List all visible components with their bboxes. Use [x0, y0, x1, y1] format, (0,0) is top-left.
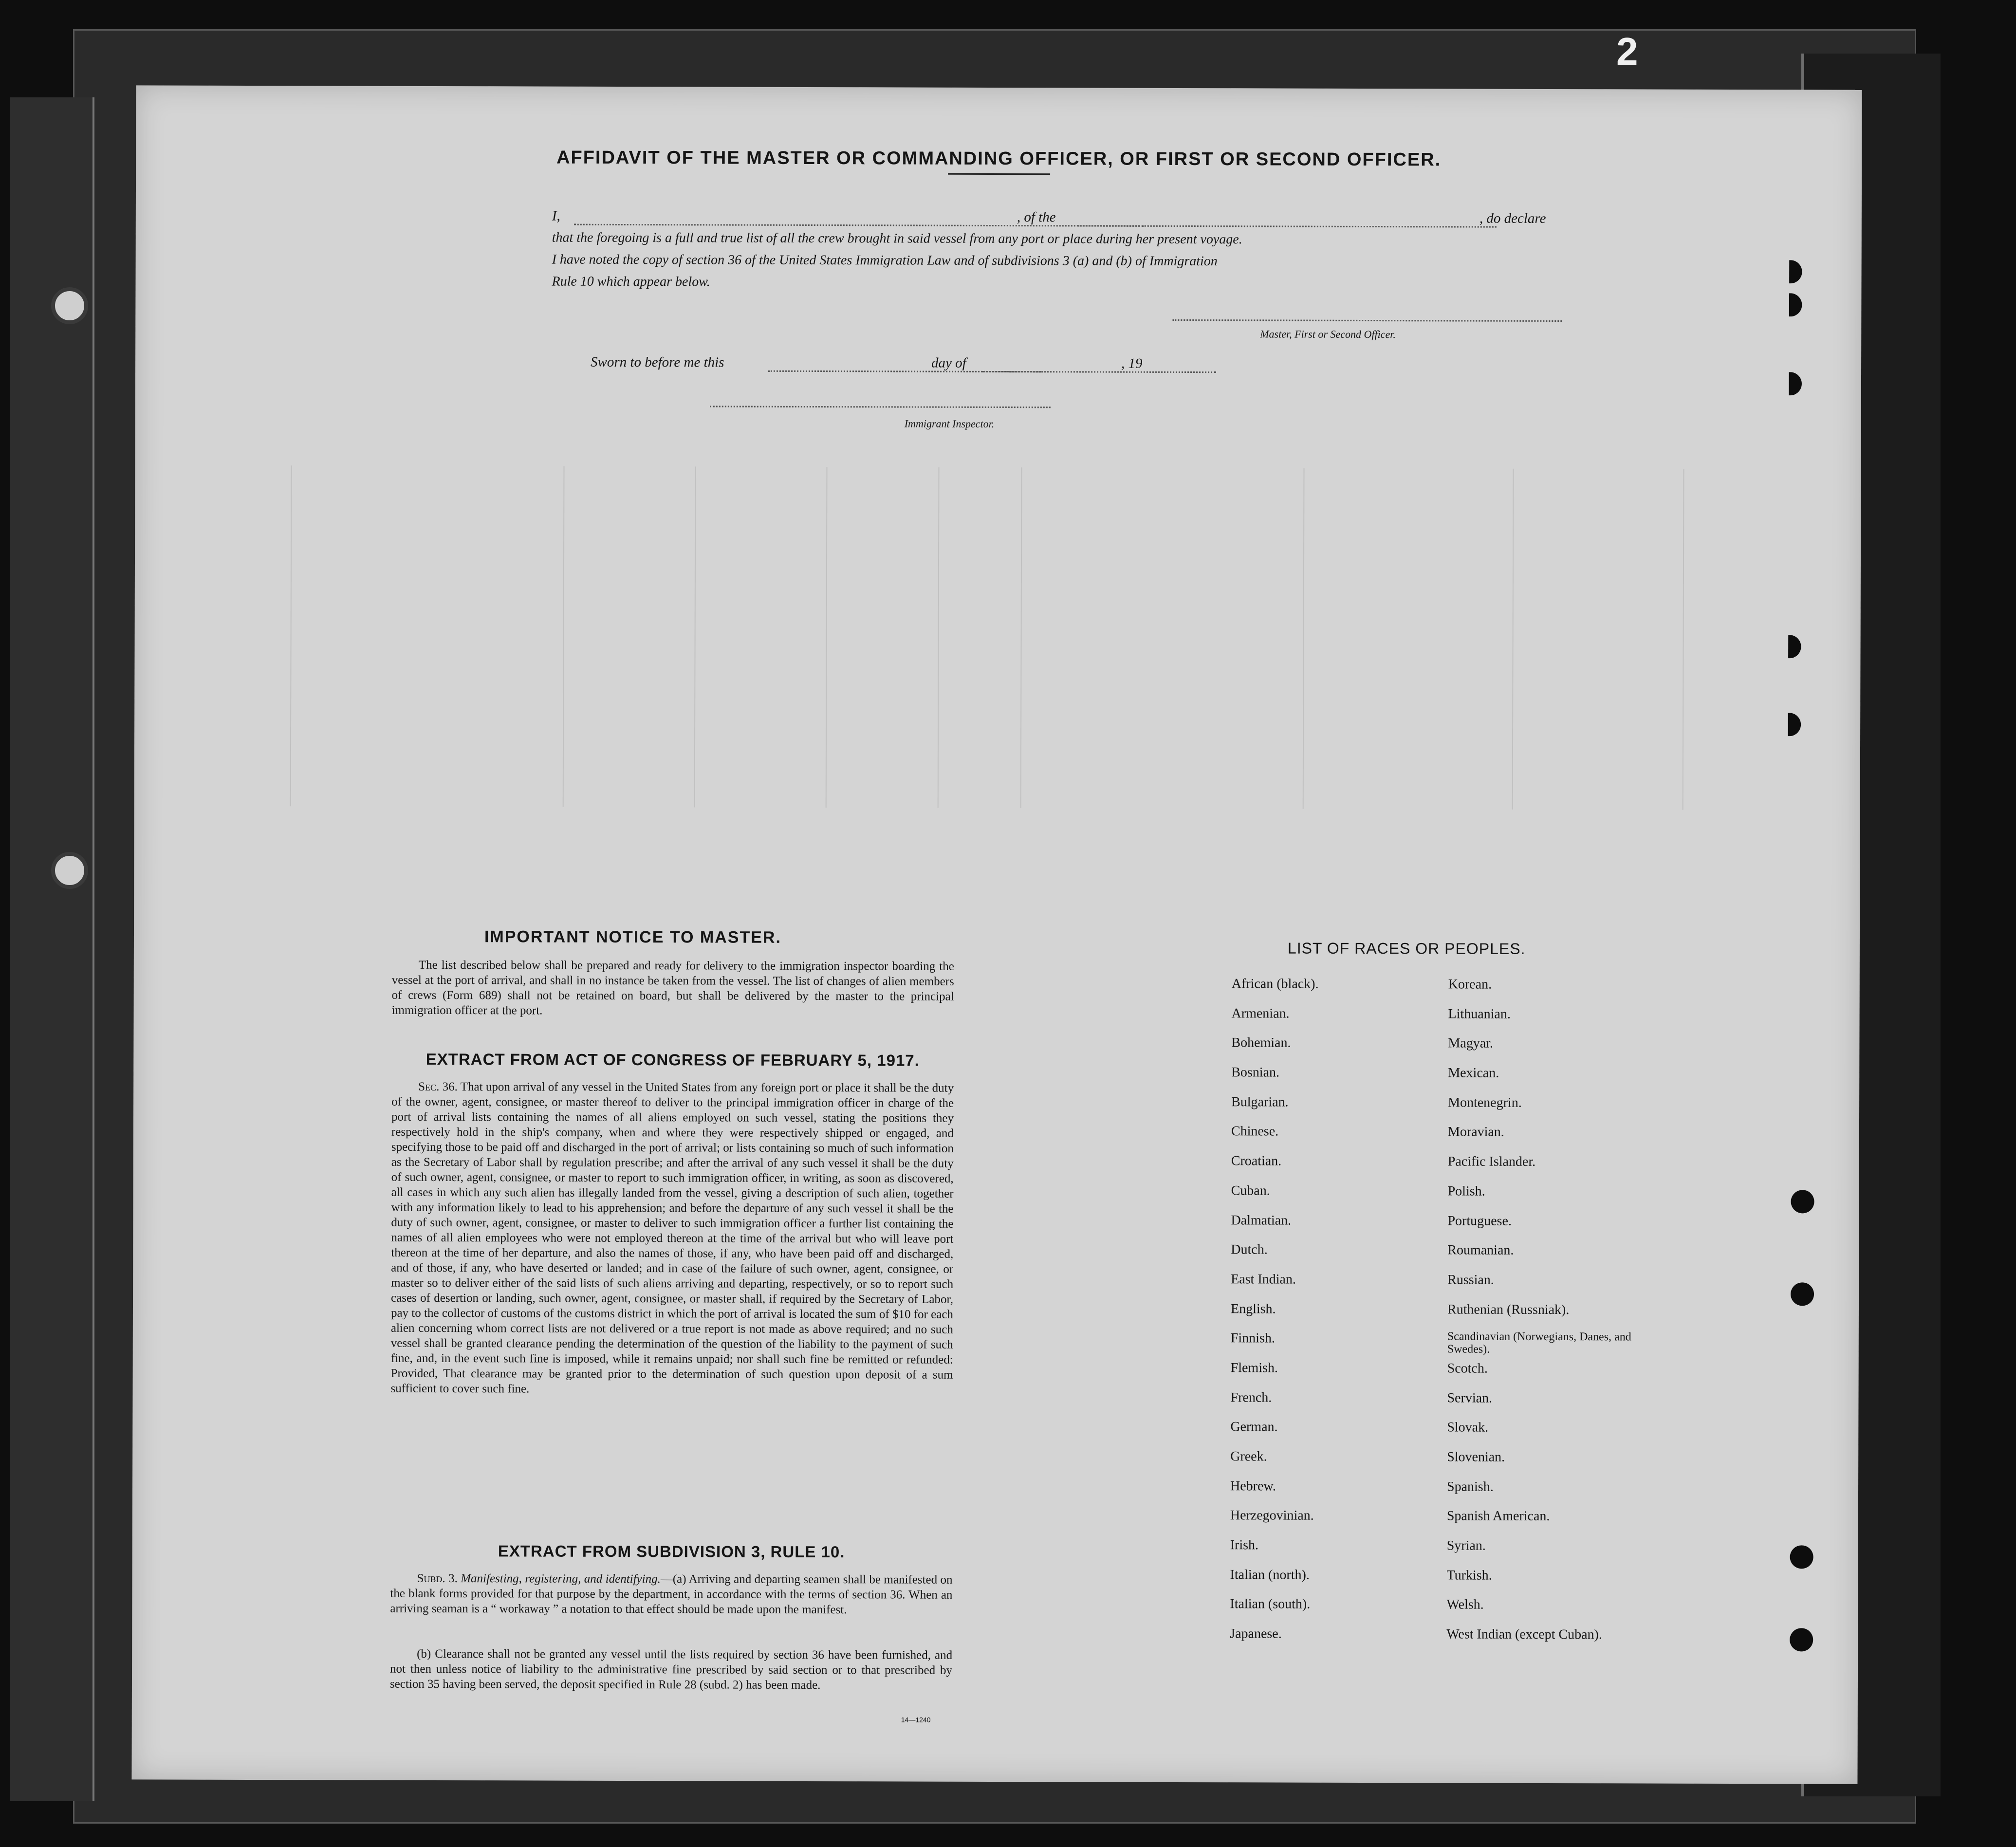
bleed-through-rule — [826, 467, 828, 808]
race-item: Spanish. — [1446, 1479, 1494, 1495]
subd-a-body: —(a) Arriving and departing seamen shall be manifested on the blank forms provided for that purpose by the department, in accordance with the terms of section 36. When an arriving seaman is a “ workaway ” a notation to that effect should be made upon the manifest. — [390, 1572, 953, 1617]
race-item: Polish. — [1447, 1183, 1485, 1199]
race-item: Italian (south). — [1230, 1596, 1311, 1612]
act-text — [391, 1079, 954, 1398]
race-item: Dutch. — [1231, 1242, 1268, 1257]
race-item: English. — [1230, 1301, 1276, 1317]
race-item: French. — [1230, 1389, 1272, 1405]
race-item: Italian (north). — [1230, 1567, 1310, 1583]
race-item: Slovenian. — [1447, 1449, 1505, 1465]
punch-hole — [1777, 635, 1801, 658]
master-name-line[interactable] — [574, 224, 1144, 227]
form-number: 14—1240 — [901, 1716, 931, 1724]
races-column-1 — [1230, 975, 1436, 1655]
race-item: East Indian. — [1231, 1272, 1296, 1287]
race-item: Welsh. — [1446, 1597, 1484, 1613]
race-item: Magyar. — [1448, 1035, 1493, 1052]
sworn-text: Sworn to before me this — [591, 354, 724, 370]
race-item: Armenian. — [1231, 1005, 1290, 1021]
bleed-through-rule — [1683, 469, 1684, 810]
act-body: That upon arrival of any vessel in the United States from any foreign port or place it shall be the duty of the owner, agent, consignee, or master thereof to deliver to the principal immigration officer in charge of the port of arrival lists containing the names of all aliens employed on such vessel, stating the positions they respectively hold in the ship's company, when and where they were respectively shipped or engaged, and specifying those to be paid off and discharged in the port of arrival; or lists containing so much of such information as the Secretary of Labor shall by regulation prescribe; and after the arrival of any such vessel it shall be the duty of such owner, agent, consignee, or master to report to such immigration officer, in writing, as soon as discovered, all cases in which any such alien has illegally landed from the vessel, giving a description of such alien, together with any information likely to lead to his apprehension; and before the departure of any such vessel it shall be the duty of such owner, agent, consignee, or master to deliver to such immigration officer a further list containing the names of all alien employees who were not employed thereon at the time of the arrival but who will leave port thereon at the time of her departure, and also the names of those, if any, who have been paid off and discharged, and of those, if any, who have deserted or landed; and in case of the failure of such owner, agent, consignee, or master so to deliver either of the said lists of such aliens arriving and departing, respectively, or so to report such cases of desertion or landing, such owner, agent, consignee, or master shall, if required by the Secretary of Labor, pay to the collector of customs of the customs district in which the port of arrival is located the sum of $10 for each alien concerning whom correct lists are not delivered or a true report is not made as above required; and no such vessel shall be granted clearance pending the determination of the question of the liability to the payment of such fine, and, in the event such fine is imposed, while it remains unpaid; nor shall such fine be remitted or refunded: Provided, That clearance may be granted prior to the determination of such question upon deposit of a sum sufficient to cover such fine. — [390, 1080, 954, 1396]
notice-title: IMPORTANT NOTICE TO MASTER. — [484, 927, 781, 947]
inspector-signature-line[interactable] — [710, 406, 1051, 408]
sworn-month-line[interactable] — [982, 371, 1216, 373]
race-item: Flemish. — [1230, 1360, 1278, 1376]
affidavit-title — [136, 146, 1862, 177]
punch-hole — [1790, 1545, 1813, 1569]
races-title: LIST OF RACES OR PEOPLES. — [1287, 939, 1526, 958]
punch-hole — [1778, 293, 1802, 316]
punch-hole — [1779, 260, 1802, 283]
race-item: Scotch. — [1447, 1361, 1488, 1376]
race-item: Mexican. — [1448, 1065, 1499, 1081]
race-item: Servian. — [1447, 1390, 1493, 1406]
race-item: Irish. — [1230, 1537, 1259, 1553]
subd-label: Subd. 3. — [417, 1571, 458, 1586]
race-item: Finnish. — [1230, 1330, 1275, 1346]
subdivision-a-text — [390, 1571, 952, 1618]
master-signature-line[interactable] — [1172, 319, 1562, 322]
binding-hole — [51, 287, 88, 324]
title-underline — [948, 173, 1050, 175]
race-item: Syrian. — [1446, 1538, 1486, 1553]
race-item: Bosnian. — [1231, 1065, 1280, 1080]
punch-hole — [1791, 1282, 1814, 1306]
race-item: Moravian. — [1447, 1124, 1504, 1140]
race-item: Bohemian. — [1231, 1035, 1291, 1051]
notice-text: The list described below shall be prepared and ready for delivery to the immigration inspector boarding the vessel at the port of arrival, and shall in no instance be taken from the vessel. The list of changes of alien members of crews (Form 689) shall not be retained on board, but shall be delivered by the master to the principal immigration officer at the port. — [391, 958, 954, 1017]
race-item: Lithuanian. — [1448, 1006, 1511, 1022]
document-page — [131, 85, 1862, 1784]
affidavit-line-3: I have noted the copy of section 36 of the United States Immigration Law and of subdivisions 3 (a) and (b) of Immigration — [552, 252, 1218, 269]
act-title: EXTRACT FROM ACT OF CONGRESS OF FEBRUARY 5, 1917. — [425, 1050, 920, 1070]
bleed-through-rule — [938, 467, 940, 808]
bleed-through-rule — [694, 466, 696, 807]
bleed-through-rule — [290, 465, 292, 806]
corner-page-number: 2 — [1616, 30, 1638, 73]
affidavit-of-the: , of the — [1017, 209, 1056, 225]
year-text: , 19 — [1121, 355, 1143, 371]
subdivision-title: EXTRACT FROM SUBDIVISION 3, RULE 10. — [498, 1542, 845, 1561]
bleed-through-rule — [1303, 468, 1305, 809]
races-column-2 — [1446, 976, 1672, 1656]
punch-hole — [1777, 713, 1801, 736]
race-item: Roumanian. — [1447, 1242, 1514, 1258]
race-item: Portuguese. — [1447, 1213, 1512, 1229]
affidavit-line-4: Rule 10 which appear below. — [552, 274, 710, 290]
race-item: Japanese. — [1230, 1626, 1282, 1642]
race-item: Dalmatian. — [1231, 1212, 1292, 1228]
race-item: Croatian. — [1231, 1153, 1282, 1169]
subdivision-b-text: (b) Clearance shall not be granted any vessel until the lists required by section 36 have been furnished, and not then unless notice of liability to the administrative fine prescribed by said section or to that prescribed by section 35 having been served, the deposit specified in Rule 28 (subd. 2) has been made. — [389, 1647, 953, 1692]
race-item: Slovak. — [1447, 1420, 1489, 1435]
race-item: West Indian (except Cuban). — [1446, 1626, 1602, 1643]
race-item: Pacific Islander. — [1447, 1154, 1536, 1170]
race-item: Herzegovinian. — [1230, 1508, 1314, 1524]
punch-hole — [1778, 372, 1802, 395]
race-item: Spanish American. — [1446, 1508, 1550, 1524]
day-of-text: day of — [931, 355, 966, 371]
race-item: Montenegrin. — [1448, 1095, 1522, 1110]
race-item: Scandinavian (Norwegians, Danes, and Swedes). — [1447, 1330, 1631, 1356]
race-item: German. — [1230, 1419, 1278, 1435]
bleed-through-rule — [1020, 467, 1022, 808]
race-item: Hebrew. — [1230, 1478, 1276, 1494]
bleed-through-rule — [563, 466, 565, 807]
race-item: Ruthenian (Russniak). — [1447, 1301, 1570, 1317]
affidavit-line-2: that the foregoing is a full and true list of all the crew brought in said vessel from any port or place during her present voyage. — [552, 230, 1242, 247]
affidavit-title-text: AFFIDAVIT OF THE MASTER OR COMMANDING OFFICER, OR FIRST OR SECOND OFFICER. — [556, 147, 1442, 170]
punch-hole — [1791, 1190, 1814, 1213]
affidavit-do-declare: , do declare — [1479, 210, 1546, 226]
race-item: Bulgarian. — [1231, 1094, 1289, 1110]
race-item: Cuban. — [1231, 1183, 1270, 1199]
affidavit-i: I, — [552, 208, 560, 224]
punch-hole — [1790, 1628, 1813, 1651]
inspector-signature-label: Immigrant Inspector. — [904, 417, 995, 430]
bleed-through-rule — [1512, 469, 1514, 810]
race-item: Chinese. — [1231, 1124, 1279, 1139]
vessel-name-line[interactable] — [1078, 225, 1497, 227]
binding-strip — [10, 97, 94, 1801]
race-item: Korean. — [1448, 977, 1492, 992]
master-signature-label: Master, First or Second Officer. — [1260, 328, 1396, 341]
binding-hole — [51, 852, 88, 889]
race-item: Russian. — [1447, 1272, 1494, 1288]
race-item: Greek. — [1230, 1449, 1267, 1464]
race-item: African (black). — [1231, 976, 1319, 992]
subd-heading: Manifesting, registering, and identifying. — [461, 1572, 661, 1586]
sec-label: Sec. 36. — [418, 1080, 458, 1094]
race-item: Turkish. — [1446, 1568, 1492, 1583]
